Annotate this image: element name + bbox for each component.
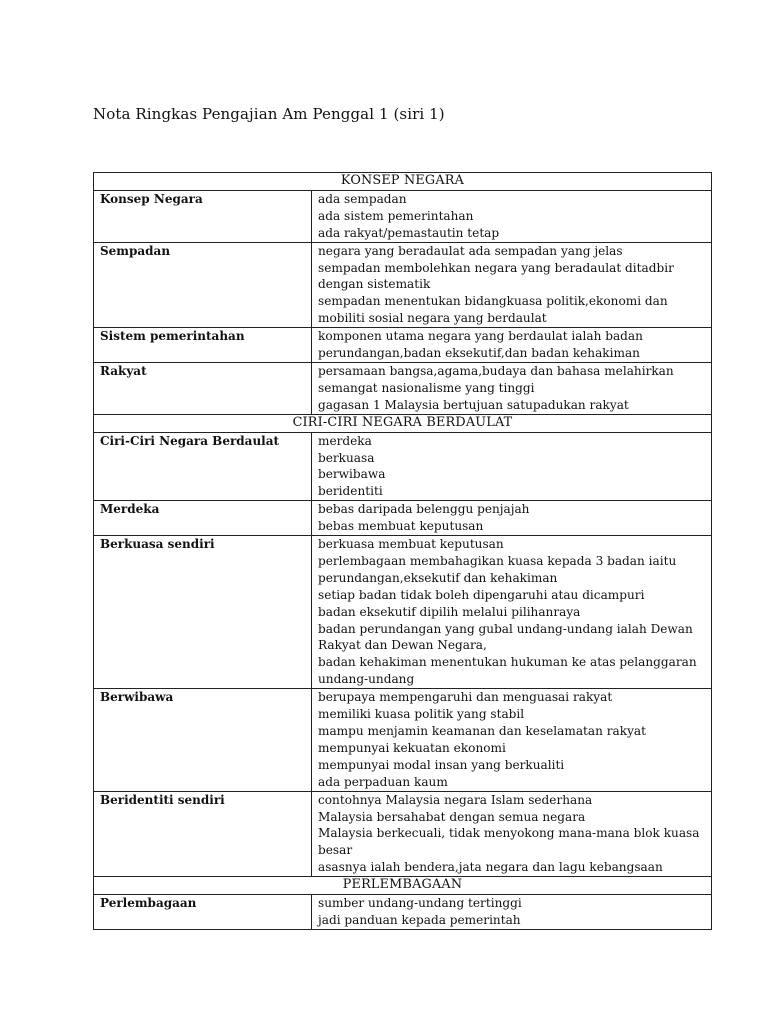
description-line: contohnya Malaysia negara Islam sederhana bbox=[318, 792, 593, 807]
description-line: sempadan menentukan bidangkuasa politik,ekonomi dan mobiliti sosial negara yang berdaulat bbox=[318, 294, 668, 326]
table-row bbox=[94, 501, 712, 536]
description-line: berkuasa bbox=[318, 450, 375, 465]
description-line: berwibawa bbox=[318, 467, 386, 482]
description-line: asasnya ialah bendera,jata negara dan lagu kebangsaan bbox=[318, 860, 663, 875]
term-cell: Perlembagaan bbox=[94, 895, 312, 930]
description-cell bbox=[312, 362, 712, 414]
description-line: mempunyai kekuatan ekonomi bbox=[318, 740, 506, 755]
description-line: mampu menjamin keamanan dan keselamatan rakyat bbox=[318, 724, 646, 738]
table-row bbox=[94, 432, 712, 501]
term-cell: Sempadan bbox=[94, 242, 312, 328]
term-cell: Ciri-Ciri Negara Berdaulat bbox=[94, 432, 312, 501]
description-cell bbox=[312, 791, 712, 877]
description-line: ada perpaduan kaum bbox=[318, 774, 448, 789]
term-cell: Sistem pemerintahan bbox=[94, 328, 312, 363]
table-row bbox=[94, 689, 712, 791]
section-heading: CIRI-CIRI NEGARA BERDAULAT bbox=[94, 414, 712, 432]
table-row bbox=[94, 328, 712, 363]
description-line: setiap badan tidak boleh dipengaruhi atau dicampuri bbox=[318, 587, 645, 602]
description-cell bbox=[312, 501, 712, 536]
description-line: Malaysia bersahabat dengan semua negara bbox=[318, 809, 586, 824]
description-line: komponen utama negara yang berdaulat ialah badan perundangan,badan eksekutif,dan badan kehakiman bbox=[318, 329, 643, 361]
table-row bbox=[94, 791, 712, 877]
description-cell bbox=[312, 432, 712, 501]
description-line: negara yang beradaulat ada sempadan yang jelas bbox=[318, 243, 623, 258]
notes-table-body bbox=[94, 173, 712, 930]
description-line: merdeka bbox=[318, 433, 372, 448]
description-line: bebas membuat keputusan bbox=[318, 519, 484, 534]
description-line: ada rakyat/pemastautin tetap bbox=[318, 225, 500, 240]
description-line: berupaya mempengaruhi dan menguasai rakyat bbox=[318, 690, 613, 705]
section-heading-row bbox=[94, 877, 712, 895]
section-heading: PERLEMBAGAAN bbox=[94, 877, 712, 895]
notes-table bbox=[93, 172, 712, 930]
description-line: jadi panduan kepada pemerintah bbox=[318, 912, 521, 927]
description-line: sumber undang-undang tertinggi bbox=[318, 896, 522, 911]
description-line: mempunyai modal insan yang berkualiti bbox=[318, 757, 565, 772]
table-row bbox=[94, 536, 712, 689]
section-heading-row bbox=[94, 173, 712, 191]
description-line: ada sistem pemerintahan bbox=[318, 208, 474, 223]
description-line: badan kehakiman menentukan hukuman ke atas pelanggaran undang-undang bbox=[318, 655, 697, 687]
description-cell bbox=[312, 689, 712, 791]
term-cell: Konsep Negara bbox=[94, 190, 312, 242]
term-cell: Berwibawa bbox=[94, 689, 312, 791]
description-cell bbox=[312, 190, 712, 242]
description-line: beridentiti bbox=[318, 484, 383, 499]
table-row bbox=[94, 242, 712, 328]
table-row bbox=[94, 190, 712, 242]
description-line: badan perundangan yang gubal undang-undang ialah Dewan Rakyat dan Dewan Negara, bbox=[318, 621, 693, 653]
section-heading-row bbox=[94, 414, 712, 432]
description-cell bbox=[312, 242, 712, 328]
description-line: berkuasa membuat keputusan bbox=[318, 537, 504, 552]
description-line: bebas daripada belenggu penjajah bbox=[318, 502, 530, 517]
table-row bbox=[94, 895, 712, 930]
document-title: Nota Ringkas Pengajian Am Penggal 1 (siri 1) bbox=[93, 105, 445, 123]
description-line: sempadan membolehkan negara yang beradaulat ditadbir dengan sistematik bbox=[318, 260, 674, 292]
description-line: gagasan 1 Malaysia bertujuan satupadukan rakyat bbox=[318, 397, 629, 412]
term-cell: Beridentiti sendiri bbox=[94, 791, 312, 877]
description-line: perlembagaan membahagikan kuasa kepada 3 badan iaitu perundangan,eksekutif dan kehakiman bbox=[318, 553, 677, 585]
section-heading: KONSEP NEGARA bbox=[94, 173, 712, 191]
description-line: memiliki kuasa politik yang stabil bbox=[318, 707, 525, 722]
description-line: Malaysia berkecuali, tidak menyokong mana-mana blok kuasa besar bbox=[318, 826, 700, 858]
term-cell: Rakyat bbox=[94, 362, 312, 414]
term-cell: Berkuasa sendiri bbox=[94, 536, 312, 689]
description-line: badan eksekutif dipilih melalui pilihanraya bbox=[318, 604, 581, 619]
term-cell: Merdeka bbox=[94, 501, 312, 536]
description-cell bbox=[312, 536, 712, 689]
description-cell bbox=[312, 328, 712, 363]
description-line: persamaan bangsa,agama,budaya dan bahasa melahirkan semangat nasionalisme yang tinggi bbox=[318, 363, 674, 395]
description-line: ada sempadan bbox=[318, 191, 407, 206]
table-row bbox=[94, 362, 712, 414]
description-cell bbox=[312, 895, 712, 930]
